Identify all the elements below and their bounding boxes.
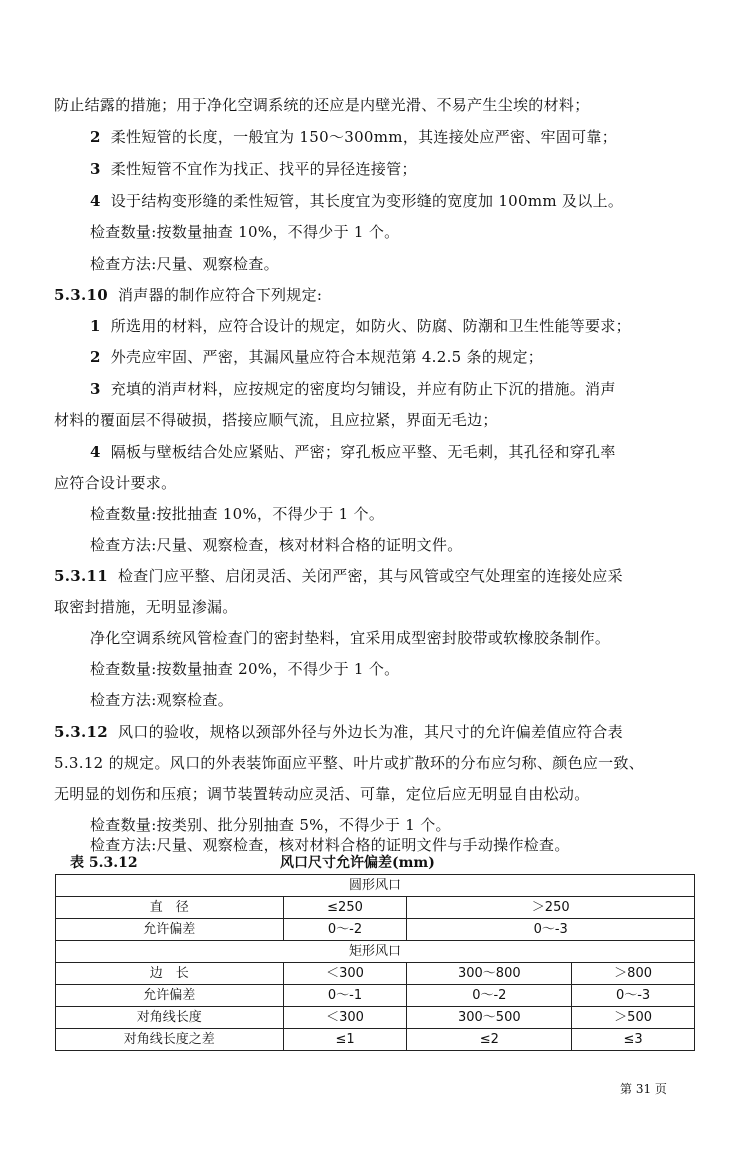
row-label: 允许偏差 <box>56 919 284 941</box>
table-cell: ＞800 <box>572 963 695 985</box>
clause-text: 消声器的制作应符合下列规定: <box>118 286 323 304</box>
clause-number: 5.3.12 <box>54 723 108 741</box>
item-text: 柔性短管不宜作为找正、找平的异径连接管； <box>110 160 417 178</box>
inspection-method: 检查方法:观察检查。 <box>90 691 234 709</box>
item-number: 3 <box>90 160 101 178</box>
row-label: 允许偏差 <box>56 985 284 1007</box>
inspection-quantity: 检查数量:按批抽查 10%，不得少于 1 个。 <box>90 505 385 523</box>
text-line: 5.3.12 的规定。风口的外表装饰面应平整、叶片或扩散环的分布应匀称、颜色应一致、 <box>54 754 645 772</box>
text-line: 净化空调系统风管检查门的密封垫料，宜采用成型密封胶带或软橡胶条制作。 <box>90 629 611 647</box>
table-cell: 0～-2 <box>407 985 572 1007</box>
clause-text: 检查门应平整、启闭灵活、关闭严密，其与风管或空气处理室的连接处应采 <box>118 567 623 585</box>
item-text: 充填的消声材料，应按规定的密度均匀铺设，并应有防止下沉的措施。消声 <box>110 380 616 398</box>
list-item <box>90 347 694 367</box>
text-line: 防止结露的措施；用于净化空调系统的还应是内壁光滑、不易产生尘埃的材料； <box>54 96 590 114</box>
item-number: 1 <box>90 317 101 335</box>
row-label: 对角线长度之差 <box>56 1029 284 1051</box>
table-cell: 0～-3 <box>407 919 695 941</box>
list-item <box>90 442 694 462</box>
table-cell: 0～-2 <box>283 919 407 941</box>
rect-vent-header: 矩形风口 <box>56 941 695 963</box>
list-item <box>90 159 694 179</box>
table-row <box>56 941 695 963</box>
table-cell: ≤1 <box>283 1029 407 1051</box>
table-row <box>56 897 695 919</box>
row-label: 边 长 <box>56 963 284 985</box>
inspection-method: 检查方法:尺量、观察检查，核对材料合格的证明文件与手动操作检查。 <box>90 836 570 854</box>
inspection-quantity: 检查数量:按数量抽查 10%，不得少于 1 个。 <box>90 223 400 241</box>
clause-heading <box>54 722 694 742</box>
table-cell: 300～500 <box>407 1007 572 1029</box>
table-row <box>56 963 695 985</box>
table-cell: 0～-1 <box>283 985 407 1007</box>
tolerance-table <box>55 874 695 1051</box>
clause-heading <box>54 566 694 586</box>
table-row <box>56 985 695 1007</box>
table-number: 表 5.3.12 <box>70 855 138 871</box>
item-text: 所选用的材料，应符合设计的规定，如防火、防腐、防潮和卫生性能等要求； <box>110 317 631 335</box>
text-line: 材料的覆面层不得破损，搭接应顺气流，且应拉紧，界面无毛边； <box>54 411 498 429</box>
inspection-method: 检查方法:尺量、观察检查，核对材料合格的证明文件。 <box>90 536 463 554</box>
inspection-quantity: 检查数量:按数量抽查 20%，不得少于 1 个。 <box>90 660 400 678</box>
clause-number: 5.3.10 <box>54 286 108 304</box>
table-cell: ＞500 <box>572 1007 695 1029</box>
row-label: 直 径 <box>56 897 284 919</box>
table-cell: ＜300 <box>283 1007 407 1029</box>
page-number: 第 31 页 <box>620 1082 667 1096</box>
clause-number: 5.3.11 <box>54 567 108 585</box>
table-cell: ≤3 <box>572 1029 695 1051</box>
list-item <box>90 379 694 399</box>
table-caption <box>70 853 690 873</box>
round-vent-header: 圆形风口 <box>56 875 695 897</box>
inspection-quantity: 检查数量:按类别、批分别抽查 5%，不得少于 1 个。 <box>90 816 451 834</box>
item-text: 柔性短管的长度，一般宜为 150～300mm，其连接处应严密、牢固可靠； <box>110 128 618 146</box>
item-number: 2 <box>90 128 101 146</box>
inspection-method: 检查方法:尺量、观察检查。 <box>90 255 279 273</box>
item-text: 隔板与壁板结合处应紧贴、严密；穿孔板应平整、无毛刺，其孔径和穿孔率 <box>110 443 616 461</box>
clause-text: 风口的验收，规格以颈部外径与外边长为准，其尺寸的允许偏差值应符合表 <box>118 723 623 741</box>
item-text: 外壳应牢固、严密，其漏风量应符合本规范第 4.2.5 条的规定； <box>110 348 544 366</box>
table-cell: ≤2 <box>407 1029 572 1051</box>
table-row <box>56 1029 695 1051</box>
item-number: 4 <box>90 443 101 461</box>
table-cell: 300～800 <box>407 963 572 985</box>
item-number: 2 <box>90 348 101 366</box>
table-row <box>56 919 695 941</box>
table-cell: 0～-3 <box>572 985 695 1007</box>
row-label: 对角线长度 <box>56 1007 284 1029</box>
text-line: 取密封措施，无明显渗漏。 <box>54 598 238 616</box>
text-line: 无明显的划伤和压痕；调节装置转动应灵活、可靠，定位后应无明显自由松动。 <box>54 785 590 803</box>
clause-heading <box>54 285 694 305</box>
table-cell: ＞250 <box>407 897 695 919</box>
item-text: 设于结构变形缝的柔性短管，其长度宜为变形缝的宽度加 100mm 及以上。 <box>110 192 624 210</box>
list-item <box>90 316 694 336</box>
item-number: 3 <box>90 380 101 398</box>
table-row <box>56 875 695 897</box>
item-number: 4 <box>90 192 101 210</box>
table-row <box>56 1007 695 1029</box>
list-item <box>90 191 694 211</box>
table-cell: ≤250 <box>283 897 407 919</box>
table-cell: ＜300 <box>283 963 407 985</box>
list-item <box>90 127 694 147</box>
table-title: 风口尺寸允许偏差(mm) <box>280 855 435 871</box>
text-line: 应符合设计要求。 <box>54 474 177 492</box>
